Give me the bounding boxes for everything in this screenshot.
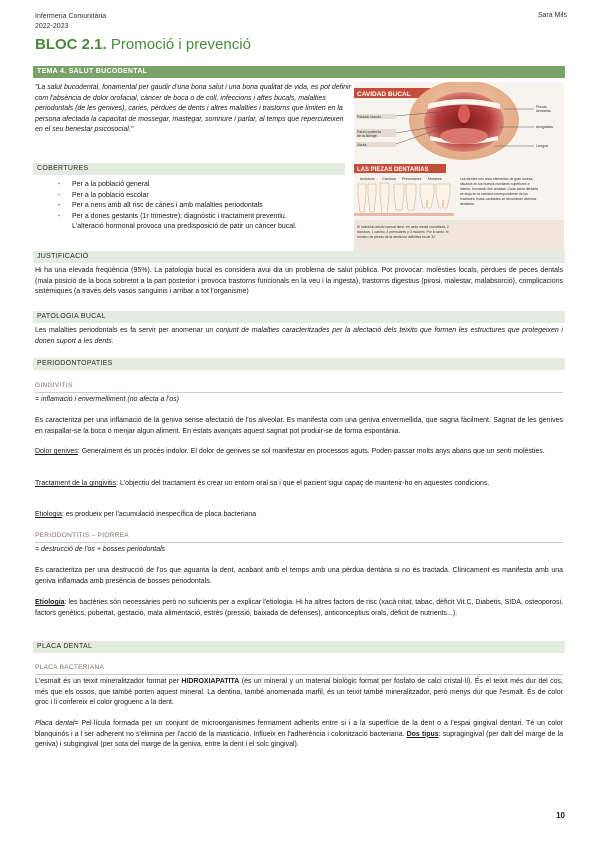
page-number: 10: [556, 811, 565, 820]
periodontitis-definition: = destrucció de l'os + bosses periodontals: [35, 546, 166, 553]
course-year: 2022-2023: [35, 23, 69, 30]
gingivitis-etiologia: Etiologia: es produeix per l'acumulació inespecífica de placa bacteriana: [35, 511, 257, 518]
divider: [35, 542, 563, 543]
list-item: - Per a nens amb alt risc de càries i amb malalties periodontals: [58, 201, 297, 212]
tema-heading: TEMA 4. SALUT BUCODENTAL: [33, 66, 565, 78]
svg-text:Premolares: Premolares: [402, 177, 422, 181]
svg-text:Lengua: Lengua: [536, 144, 548, 148]
gingivitis-subheading: GINGIVITIS: [35, 382, 73, 389]
svg-text:Piezas: Piezas: [536, 105, 547, 109]
svg-text:El individuo adulto normal tie: El individuo adulto normal tiene, en cada media mandíbula, 2 incisivos, 1 canino, 2 premolares y 3 molares. Por lo tanto, el número de piezas de la dentición definitiva es de 32.: [357, 225, 449, 239]
gingivitis-definition: = inflamació i envermelliment (no afecta a l'os): [35, 396, 179, 403]
svg-text:Pared posterior: Pared posterior: [357, 130, 382, 134]
oral-cavity-illustration: [354, 82, 564, 252]
svg-text:Amígdalas: Amígdalas: [536, 125, 553, 129]
svg-text:Incisivos: Incisivos: [360, 177, 375, 181]
svg-text:Los dientes son unos elementos: Los dientes son unos elementos de gran dureza, situados en los huesos maxilares superiores e inferior, formando dos arcadas. Cada pieza dentaria se aloja en la cavidad correspondiente de los maxilares, estas cavidades se denominan alvéolos dentarios.: [460, 177, 539, 206]
svg-text:CAVIDAD BUCAL: CAVIDAD BUCAL: [357, 91, 411, 98]
intro-quote: "La salut bucodental, fonamental per gaudir d'una bona salut i una bona qualitat de vida, es pot definir com l'absència de dolor orofacial, càncer de boca o de coll, infeccions i aftes bucals, malalties periodontals (de les genives), caries, pèrdues de dents i altres malalties i trastorns que limiten en la persona afectada la capacitat de mossegar, mastegar, somriure i parlar, al temps que repercuteixen en el seu benestar psicosocial.": [35, 84, 351, 133]
gingivitis-paragraph: Es caracteritza per una inflamació de la geniva sense afectació de l'os alveolar. Es manifesta com una geniva envermellida, que sagna fàcilment. Sagnat de les genives en raspallar-se la boca o menjar algun aliment. En estats avançats aquest sagnat pot produir-se de forma espontània.: [35, 417, 563, 435]
divider: [35, 674, 563, 675]
list-item: - Per a la població escolar: [58, 191, 297, 202]
placa-subheading: PLACA BACTERIANA: [35, 664, 105, 671]
periodontitis-subheading: PERIODONTITIS – PIORREA: [35, 532, 129, 539]
periodontopaties-heading: PERIODONTOPATIES: [33, 358, 565, 370]
cobertures-list: [58, 180, 297, 233]
svg-text:LAS PIEZAS DENTARIAS: LAS PIEZAS DENTARIAS: [357, 167, 429, 173]
list-item: - Per a dones gestants (1r trimestre): diagnòstic i tractament preventiu.: [58, 212, 297, 223]
svg-text:de la faringe: de la faringe: [357, 134, 377, 138]
bloc-title: Promoció i prevenció: [110, 36, 251, 53]
author-name: Sara Mils: [537, 12, 567, 19]
bloc-number: BLOC 2.1.: [35, 36, 107, 53]
placa-heading: PLACA DENTAL: [33, 641, 565, 653]
svg-text:dentarias: dentarias: [536, 109, 551, 113]
patologia-heading: PATOLOGIA BUCAL: [33, 311, 565, 323]
course-name: Infermeria Comunitària: [35, 13, 107, 20]
justificacio-heading: JUSTIFICACIÓ: [33, 251, 565, 263]
placa-definition: Placa dental= Pel·lícula formada per un conjunt de microorganismes fermament adherits entre si i a la superfície de la dent o a l'espai gingival dentari. Té un color blanquinós i a l ser adherent no s'elimina per l'acció de la masticació. Influeix en l'adherència i colonització bacteriana. Dos tipus: supragingival (per dalt del marge de la geniva) i subgingival (per sota del marge de la geniva, entre la dent i el solc gingival).: [35, 720, 564, 748]
periodontitis-paragraph: Es caracteritza per una destrucció de l'os que aguanta la dent, acabant amb el temps amb una pèrdua dentària si no és tractada. Clínicament es manifesta amb una geniva inflamada amb presència de bosses periodontals.: [35, 567, 563, 585]
running-header-left: [35, 12, 106, 32]
svg-text:Paladar blando: Paladar blando: [357, 115, 382, 119]
svg-text:Úvula: Úvula: [357, 143, 367, 147]
cobertures-extra: L'alteració hormonal provoca una predisposició de patir un càncer bucal.: [72, 223, 297, 230]
divider: [35, 392, 563, 393]
periodontitis-etiologia: Etiologia: les bactèries són necessàries però no suficients per a explicar l'etiologia. Hi ha altres factors de risc (xacà nitat, tabac, dèficit Vit.C, Diabetis, SIDA, osteoporosi, factors genètics, pubertat, gestació, mala alimentació, estrès (pressió, baixada de defenses), anticonceptius orals, dèficit de nutrients...).: [35, 599, 563, 617]
gingivitis-dolor: Dolor genives: Generalment és un procés indolor. El dolor de genives se sol manifestar en processos aguts. Poden passar molts anys abans que un senti molèsties.: [35, 448, 545, 455]
placa-paragraph: L'esmalt és un teixit mineralitzador format per HIDROXIAPATITA (és un mineral y un material biològic format per fosfato de calci cristal·lí). És el teixit més dur del cos, més que els ossos, que també porten aquest mineral. La dentina, també anomenada marfil, és un teixit també mineralitzador, però menys dur que l'esmalt. És de color groc i li confereix el color groguenc a la dent.: [35, 678, 563, 706]
justificacio-text: Hi ha una elevada freqüència (95%). La patologia bucal es considera avui dia un problema de salut pública. Pot provocar: molèsties locals, pèrdues de peces dentals (mala posició de la boca sobretot a la part posterior i provoca trastorns funcionals en la veu i la ingesta), trastorns digestius (pirosi, malestar, malabsorció), complicacions sistèmiques (a través dels vasos sanguinis i arribar a tot l'organisme): [35, 267, 563, 295]
patologia-text: Les malalties periodontals es fa servir per anomenar un conjunt de malalties caracteritzades per la afectació dels teixits que formen les estructures que protegeixen i donen suport a les dents.: [35, 327, 563, 345]
svg-text:Molares: Molares: [428, 177, 442, 181]
cobertures-heading: COBERTURES: [33, 163, 345, 175]
list-item: - Per a la població general: [58, 180, 297, 191]
svg-text:Caninos: Caninos: [382, 177, 396, 181]
gingivitis-tractament: Tractament de la gingivitis: L'objectiu del tractament és crear un entorn oral sa i que el pacient sigui capaç de mantenir-ho en aquestes condicions.: [35, 480, 490, 487]
page-title: [35, 36, 251, 53]
